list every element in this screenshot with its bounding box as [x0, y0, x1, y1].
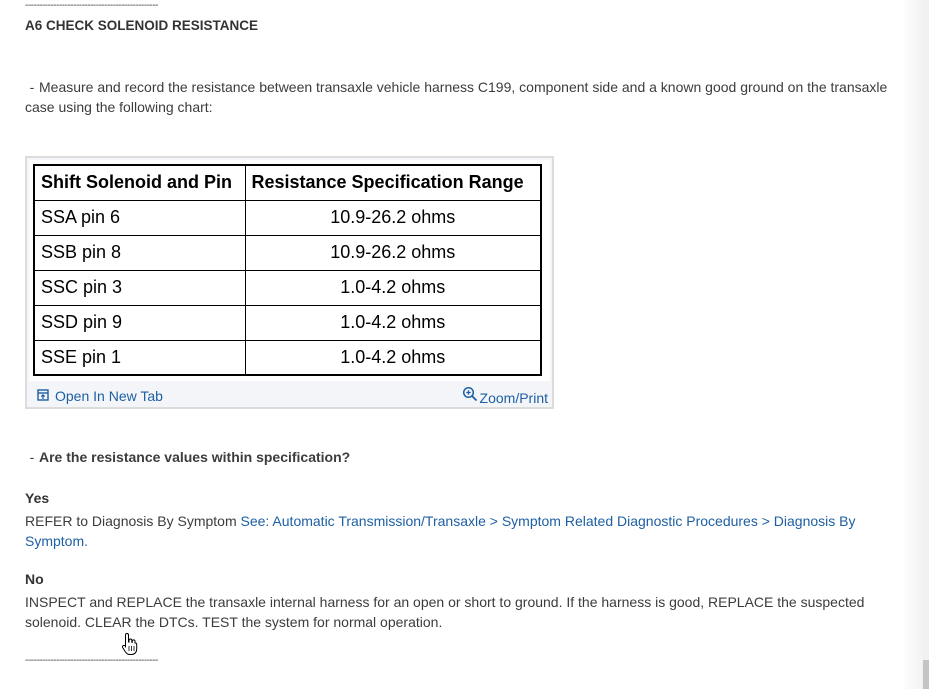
figure-links-bar	[27, 384, 552, 406]
hand-pointer-cursor-icon	[121, 632, 139, 661]
step-title: A6 CHECK SOLENOID RESISTANCE	[25, 18, 259, 33]
separator-top: -----------------------------------------------	[25, 0, 159, 11]
table-row	[34, 235, 541, 270]
solenoid-cell: SSE pin 1	[34, 340, 245, 375]
open-in-new-tab-label: Open In New Tab	[55, 388, 163, 404]
question-text: Are the resistance values within specification?	[39, 449, 351, 465]
resistance-cell: 1.0-4.2 ohms	[245, 340, 541, 375]
table-row	[34, 305, 541, 340]
table-row	[34, 270, 541, 305]
zoom-in-icon	[462, 386, 478, 405]
instruction-text: Measure and record the resistance between transaxle vehicle harness C199, component side and a known good ground on the transaxle case using the following chart:	[25, 79, 888, 115]
table-row	[34, 200, 541, 235]
yes-instruction: REFER to Diagnosis By Symptom	[25, 513, 237, 529]
resistance-cell: 1.0-4.2 ohms	[245, 305, 541, 340]
column-header-solenoid: Shift Solenoid and Pin	[34, 165, 245, 200]
instruction-paragraph	[25, 77, 903, 117]
zoom-print-label: Zoom/Print	[479, 390, 548, 406]
resistance-cell: 10.9-26.2 ohms	[245, 235, 541, 270]
separator-bottom: -----------------------------------------------	[25, 655, 159, 666]
resistance-chart-image	[29, 160, 550, 381]
yes-label: Yes	[25, 490, 50, 506]
page-edge-shadow	[901, 0, 923, 689]
resistance-cell: 10.9-26.2 ohms	[245, 200, 541, 235]
question	[25, 449, 350, 465]
no-label: No	[25, 571, 44, 587]
resistance-cell: 1.0-4.2 ohms	[245, 270, 541, 305]
column-header-resistance: Resistance Specification Range	[245, 165, 541, 200]
resistance-table	[33, 164, 542, 376]
table-row	[34, 340, 541, 375]
solenoid-cell: SSC pin 3	[34, 270, 245, 305]
zoom-print-link[interactable]	[462, 384, 548, 406]
no-text: INSPECT and REPLACE the transaxle internal harness for an open or short to ground. If the harness is good, REPLACE the suspected solenoid. CLEAR the DTCs. TEST the system for normal operation.	[25, 594, 865, 630]
vertical-scrollbar[interactable]	[923, 0, 929, 689]
bullet: -	[29, 79, 35, 95]
bullet: -	[29, 449, 35, 465]
solenoid-cell: SSD pin 9	[34, 305, 245, 340]
scrollbar-thumb[interactable]	[923, 660, 929, 689]
solenoid-cell: SSA pin 6	[34, 200, 245, 235]
figure-container	[25, 156, 554, 409]
yes-text	[25, 511, 903, 551]
open-in-new-tab-icon	[37, 388, 55, 404]
open-in-new-tab-link[interactable]	[37, 388, 163, 404]
solenoid-cell: SSB pin 8	[34, 235, 245, 270]
table-header-row	[34, 165, 541, 200]
diagnosis-by-symptom-link[interactable]: See: Automatic Transmission/Transaxle > Symptom Related Diagnostic Procedures > Diagnosis By Symptom.	[25, 513, 856, 549]
